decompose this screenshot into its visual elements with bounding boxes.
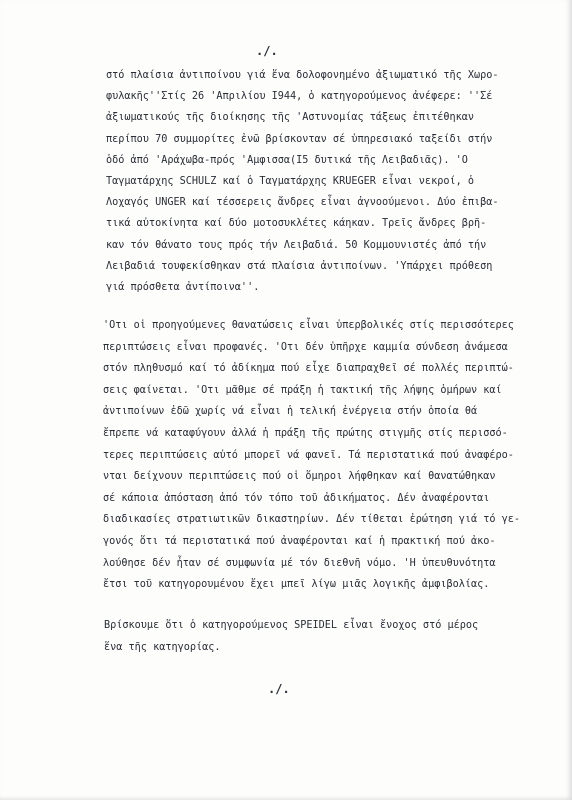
text-line: τικά αὐτοκίνητα καί δύο μοτοσυκλέτες κάηκαν. Τρεῖς ἄνδρες βρῆ-	[106, 218, 487, 230]
text-line: ἀντιποίνων ἐδῶ χωρίς νά εἶναι ἡ τελική ἐνέργεια στήν ὁποία θά	[103, 406, 478, 418]
text-line: στόν πληθυσμό καί τό ἀδίκημα πού εἶχε διαπραχθεῖ σέ πολλές περιπτώ-	[103, 363, 514, 375]
text-line: ὁδό ἀπό 'Αράχωβα-πρός 'Αμφισσα(Ι5 δυτικά τῆς Λειβαδιᾶς). 'Ο	[106, 154, 468, 166]
text-line: καν τόν θάνατο τους πρός τήν Λειβαδιά. 50 Κομμουνιστές ἀπό τήν	[106, 239, 487, 251]
text-line: λούθησε δέν ἦταν σέ συμφωνία μέ τόν διεθνῆ νόμο. 'Η ὑπευθυνότητα	[103, 557, 496, 569]
text-line: περιπτώσεις εἶναι προφανές. 'Οτι δέν ὑπῆρχε καμμία σύνδεση ἀνάμεσα	[103, 341, 508, 353]
text-line: τερες περιπτώσεις αὐτό μπορεῖ νά φανεῖ. Τά περιστατικά πού ἀναφέρο-	[103, 449, 514, 461]
text-line: ἔτσι τοῦ κατηγορουμένου ἔχει μπεῖ λίγω μιᾶς λογικῆς ἀμφιβολίας.	[103, 579, 490, 591]
text-line: Ταγματάρχης SCHULZ καί ὁ Ταγματάρχης KRUEGER εἶναι νεκροί, ὁ	[106, 176, 475, 187]
text-line: περίπου 70 συμμορίτες ἐνῶ βρίσκονταν σέ ὑπηρεσιακό ταξείδι στήν	[106, 133, 493, 145]
text-line: στό πλαίσια ἀντιποίνου γιά ἕνα δολοφονημένο ἀξιωματικό τῆς Χωρο-	[106, 70, 499, 81]
text-line: σέ κάποια ἀπόσταση ἀπό τόν τόπο τοῦ ἀδικήματος. Δέν ἀναφέρονται	[103, 492, 490, 504]
text-line: ἕνα τῆς κατηγορίας.	[104, 642, 221, 653]
text-line: διαδικασίες στρατιωτικῶν δικαστηρίων. Δέν τίθεται ἐρώτηση γιά τό γε-	[103, 514, 521, 526]
text-line: Λοχαγός UNGER καί τέσσερεις ἄνδρες εἶναι ἀγνοούμενοι. Δύο ἐπιβα-	[106, 197, 499, 209]
text-line: φυλακῆς''Στίς 26 'Απριλίου Ι944, ὁ κατηγορούμενος ἀνέφερε: ''Σέ	[106, 91, 493, 103]
text-line: σεις φαίνεται. 'Οτι μᾶθμε σέ πράξη ἡ τακτική τῆς λήψης ὁμήρων καί	[103, 384, 502, 396]
top-page-marker: ./.	[256, 44, 278, 58]
text-line: γιά πρόσθετα ἀντίποινα''.	[106, 282, 260, 293]
text-line: Λειβαδιά τουφεκίσθηκαν στά πλαίσια ἀντιποίνων. 'Υπάρχει πρόθεση	[106, 260, 493, 272]
text-line: 'Οτι οἱ προηγούμενες θανατώσεις εἶναι ὑπερβολικές στίς περισσότερες	[103, 320, 514, 331]
text-line: γονός ὅτι τά περιστατικά πού ἀναφέρονται καί ἡ πρακτική πού ἀκο-	[103, 536, 496, 547]
bottom-page-marker: ./.	[268, 682, 290, 696]
text-line: ἔπρεπε νά καταφύγουν ἀλλά ἡ πράξη τῆς πρώτης στιγμῆς στίς περισσό-	[103, 428, 508, 439]
text-line: ἀξιωματικούς τῆς διοίκησης τῆς 'Αστυνομίας τάξεως ἐπιτέθηκαν	[106, 112, 475, 124]
text-line: νται δείχνουν περιπτώσεις πού οἱ ὅμηροι λήφθηκαν καί θανατώθηκαν	[103, 471, 496, 483]
text-line: Βρίσκουμε ὅτι ὁ κατηγορούμενος SPEIDEL εἶναι ἔνοχος στό μέρος	[104, 620, 479, 631]
